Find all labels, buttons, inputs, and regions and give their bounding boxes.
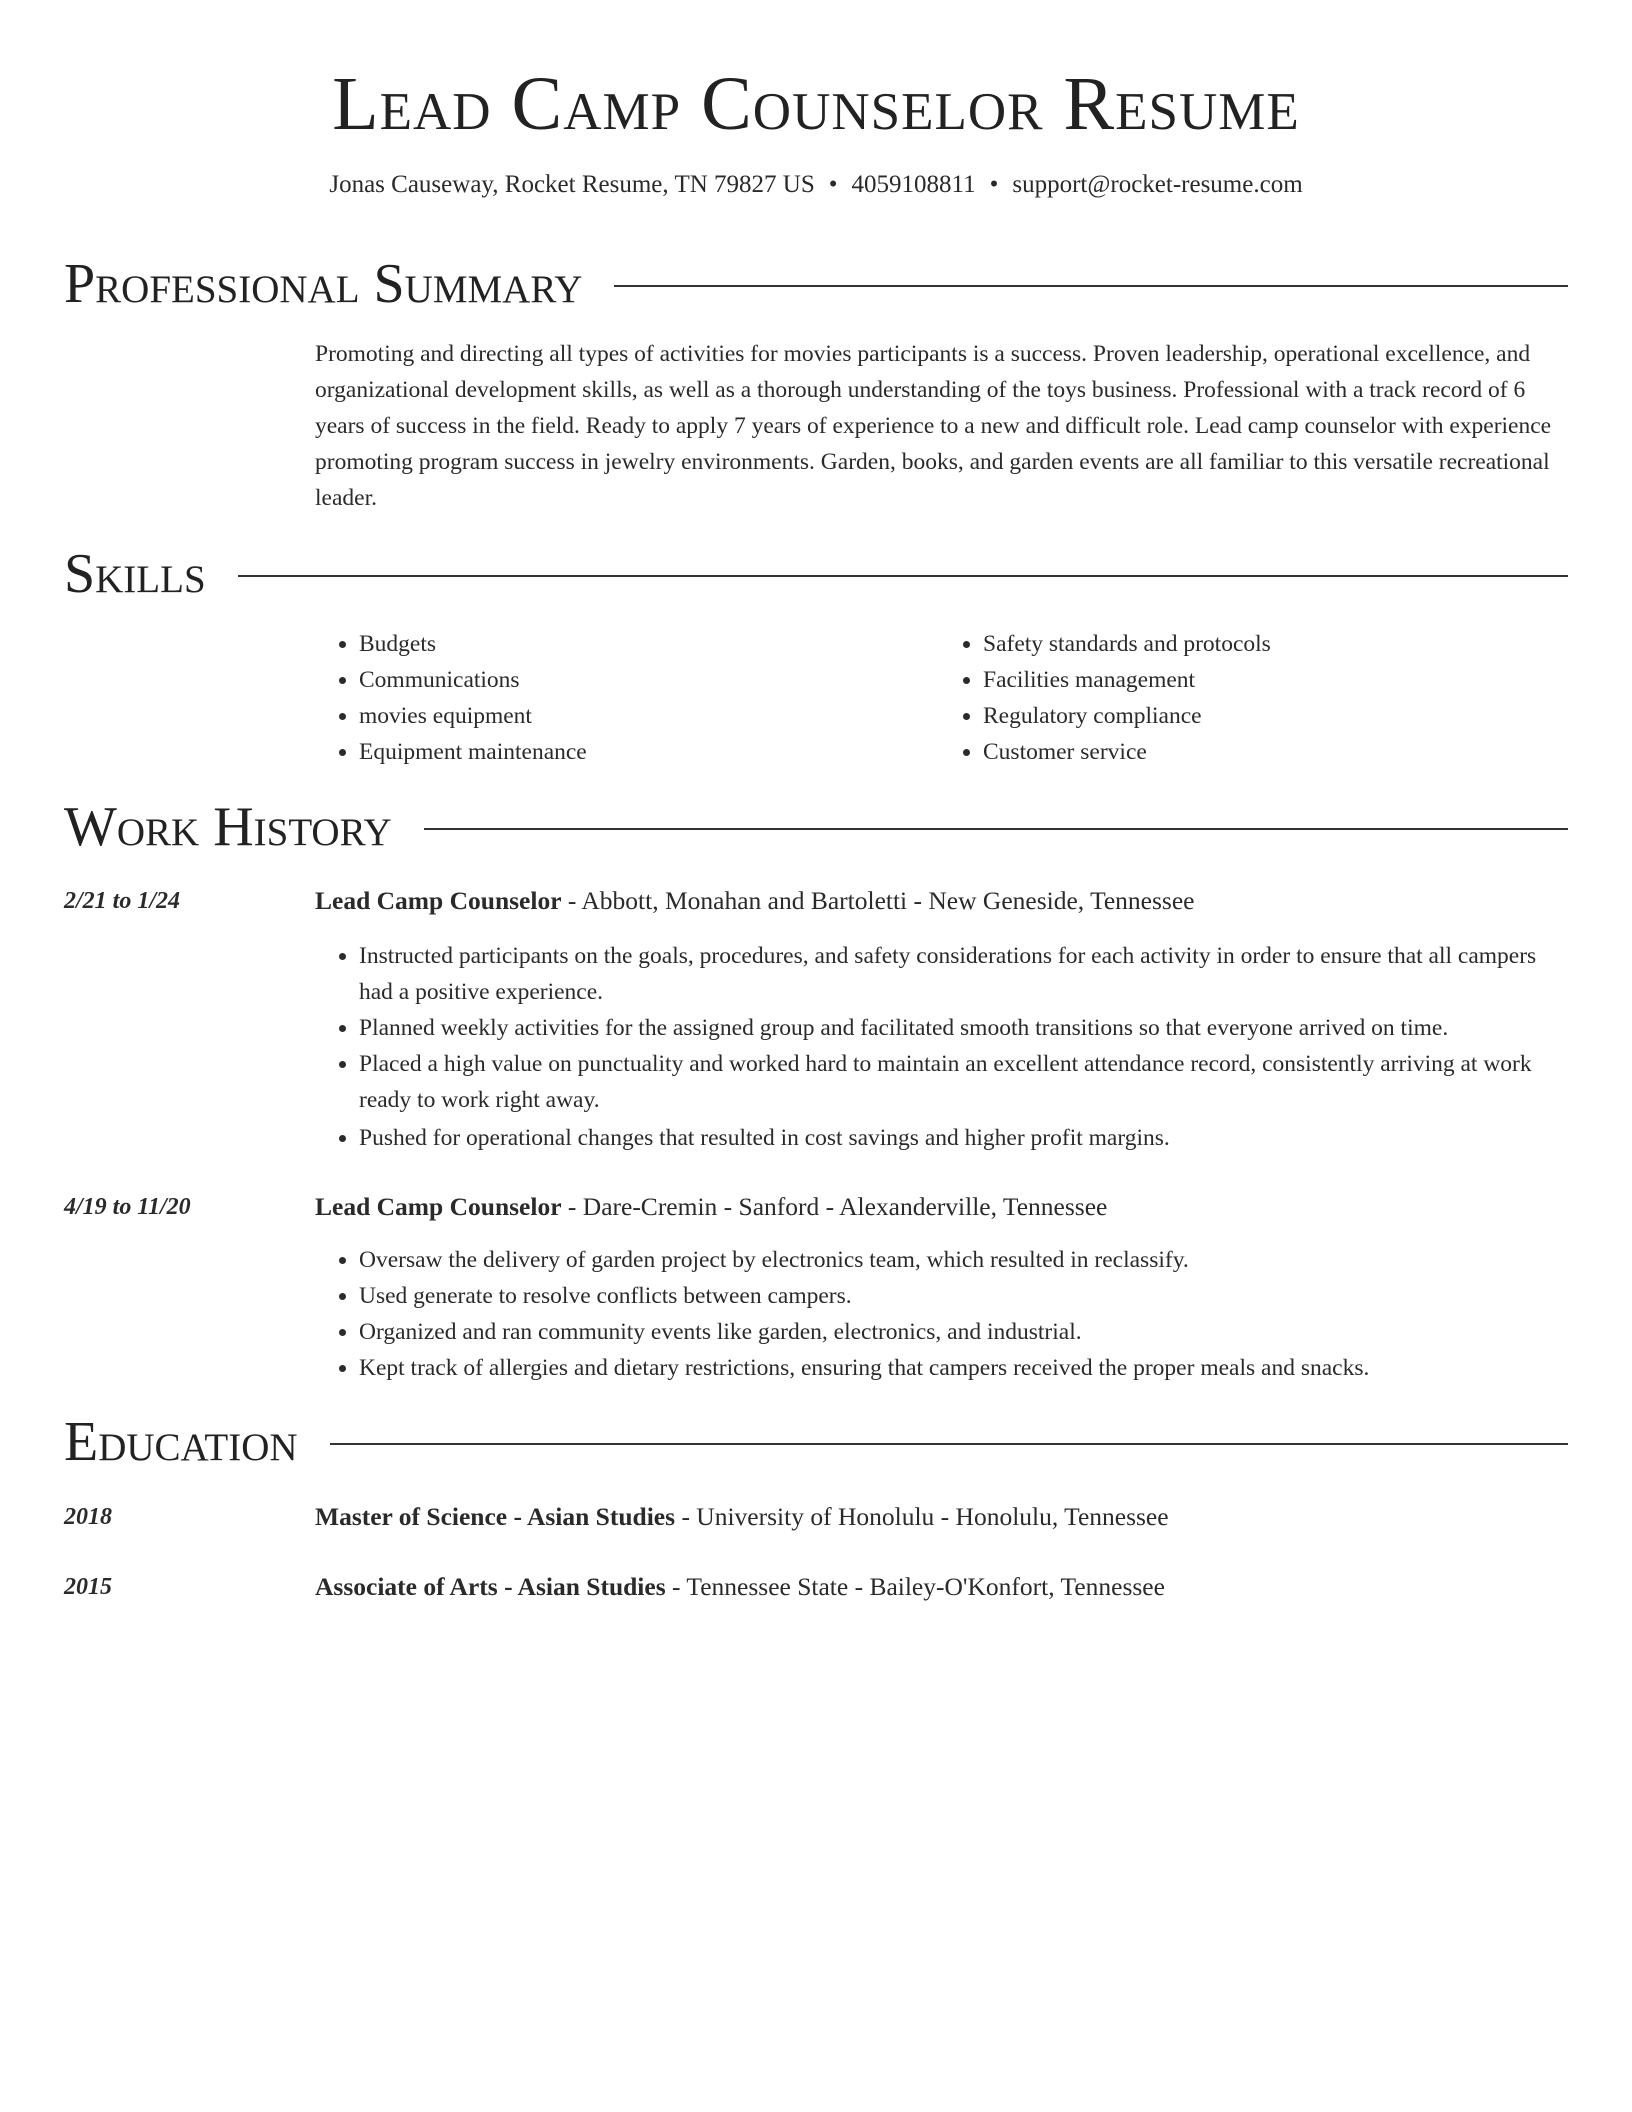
skill-item: • Equipment maintenance [359, 734, 939, 770]
work-heading: Work History [64, 796, 392, 858]
contact-address: Jonas Causeway, Rocket Resume, TN 79827 US [329, 171, 815, 198]
work-bullets [315, 1242, 1568, 1386]
education-year: 2015 [64, 1574, 112, 1600]
section-divider [330, 1443, 1568, 1445]
contact-line [64, 170, 1568, 200]
contact-separator: • [828, 171, 838, 198]
resume-page [64, 0, 1568, 1601]
work-bullet: • Kept track of allergies and dietary restrictions, ensuring that campers received the proper meals and snacks. [359, 1350, 1568, 1386]
skills-list [315, 626, 1568, 770]
section-divider [424, 828, 1568, 830]
skill-item: • movies equipment [359, 698, 939, 734]
job-details: - Dare-Cremin - Sanford - Alexanderville, Tennessee [561, 1192, 1108, 1221]
work-bullet: • Placed a high value on punctuality and worked hard to maintain an excellent attendance record, consistently arriving at work ready to work right away. [359, 1046, 1568, 1118]
skill-item: • Facilities management [983, 662, 1563, 698]
summary-heading: Professional Summary [64, 253, 583, 315]
contact-email: support@rocket-resume.com [1012, 171, 1303, 198]
skills-section-header [64, 542, 1568, 606]
skill-item: • Budgets [359, 626, 939, 662]
school-details: - Tennessee State - Bailey-O'Konfort, Tennessee [665, 1572, 1165, 1601]
education-section-header [64, 1410, 1568, 1474]
degree: Associate of Arts - Asian Studies [315, 1572, 666, 1601]
job-title: Lead Camp Counselor [315, 1192, 562, 1221]
skills-heading: Skills [64, 543, 206, 605]
contact-phone: 4059108811 [851, 171, 976, 198]
work-title-line [315, 884, 1568, 918]
job-details: - Abbott, Monahan and Bartoletti - New Geneside, Tennessee [561, 886, 1195, 915]
skill-item: • Regulatory compliance [983, 698, 1563, 734]
work-dates: 4/19 to 11/20 [64, 1194, 191, 1220]
skills-column-right [939, 626, 1563, 770]
job-title: Lead Camp Counselor [315, 886, 562, 915]
skill-item: • Communications [359, 662, 939, 698]
education-title-line [315, 1570, 1568, 1604]
education-heading: Education [64, 1411, 298, 1473]
skills-column-left [315, 626, 939, 770]
summary-section-header [64, 252, 1568, 316]
skill-item: • Customer service [983, 734, 1563, 770]
work-bullet: • Used generate to resolve conflicts between campers. [359, 1278, 1568, 1314]
work-bullet: • Pushed for operational changes that resulted in cost savings and higher profit margins. [359, 1120, 1568, 1156]
work-bullet: • Organized and ran community events like garden, electronics, and industrial. [359, 1314, 1568, 1350]
school-details: - University of Honolulu - Honolulu, Tennessee [675, 1502, 1169, 1531]
work-bullet: • Oversaw the delivery of garden project by electronics team, which resulted in reclassify. [359, 1242, 1568, 1278]
section-divider [238, 575, 1568, 577]
work-section-header [64, 795, 1568, 859]
work-bullet: • Instructed participants on the goals, procedures, and safety considerations for each activity in order to ensure that all campers had a positive experience. [359, 938, 1568, 1010]
work-bullet: • Planned weekly activities for the assigned group and facilitated smooth transitions so that everyone arrived on time. [359, 1010, 1568, 1046]
work-title-line [315, 1190, 1568, 1224]
education-title-line [315, 1500, 1568, 1534]
education-year: 2018 [64, 1504, 112, 1530]
work-bullets [315, 938, 1568, 1156]
skill-item: • Safety standards and protocols [983, 626, 1563, 662]
work-dates: 2/21 to 1/24 [64, 888, 181, 914]
resume-title: Lead Camp Counselor Resume [332, 62, 1300, 146]
summary-text: Promoting and directing all types of activities for movies participants is a success. Proven leadership, operational excellence, and organizational development skills, as well as a thorough understanding of the toys business. Professional with a track record of 6 years of success in the field. Ready to apply 7 years of experience to a new and difficult role. Lead camp counselor with experience promoting program success in jewelry environments. Garden, books, and garden events are all familiar to this versatile recreational leader. [315, 341, 1552, 511]
degree: Master of Science - Asian Studies [315, 1502, 676, 1531]
section-divider [614, 285, 1568, 287]
contact-separator: • [989, 171, 999, 198]
